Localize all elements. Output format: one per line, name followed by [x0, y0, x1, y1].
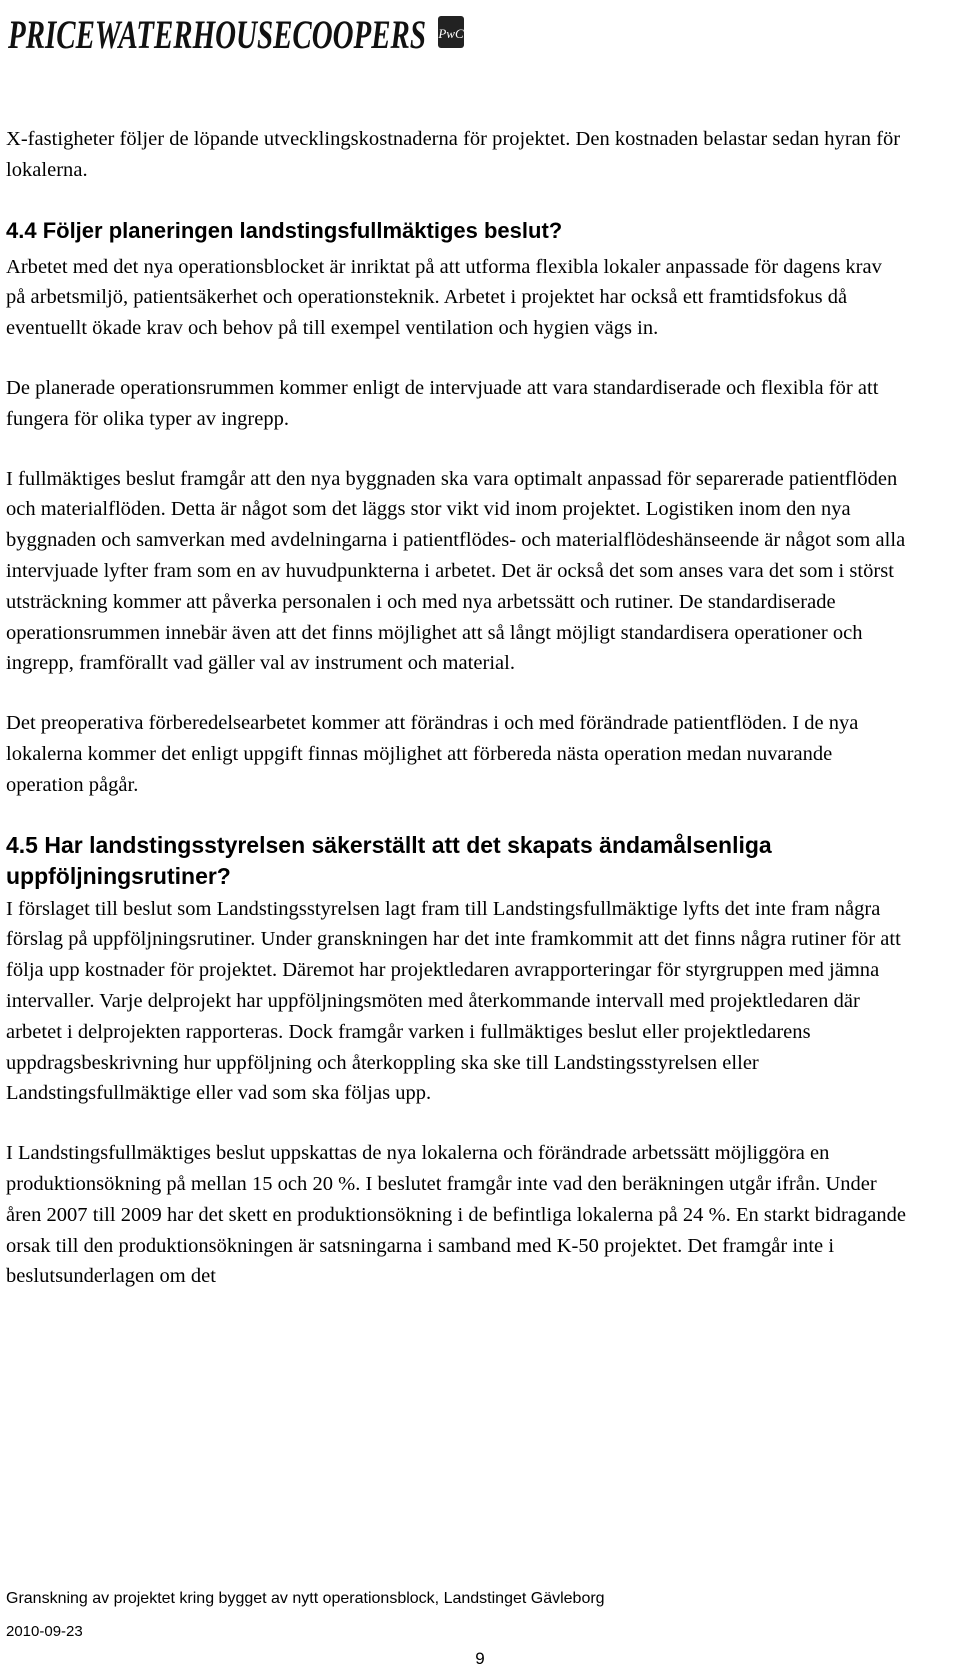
document-body [6, 124, 906, 1321]
pwc-seal-icon [437, 16, 464, 48]
paragraph-follow-up-routines: I förslaget till beslut som Landstingsstyrelsen lagt fram till Landstingsfullmäktige lyfts det inte fram några förslag på uppföljningsrutiner. Under granskningen har det inte framkommit att det finns några rutiner för att följa upp kostnader för projektet. Däremot har projektledaren avrapporteringar för styrgruppen med jämna intervaller. Varje delprojekt har uppföljningsmöten med återkommande intervall med projektledaren där arbetet i delprojekten rapporteras. Dock framgår varken i fullmäktiges beslut eller projektledarens uppdragsbeskrivning hur uppföljning och återkoppling ska ske till Landstingsstyrelsen eller Landstingsfullmäktige eller vad som ska följas upp. [6, 897, 901, 1105]
paragraph-patient-flows: I fullmäktiges beslut framgår att den nya byggnaden ska vara optimalt anpassad för separerade patientflöden och materialflöden. Detta är något som det läggs stor vikt vid inom projektet. Logistiken inom den nya byggnaden och samverkan med avdelningarna i patientflödes- och materialflödeshänseende är något som alla intervjuade lyfter fram som en av huvudpunkterna i arbetet. Det är också det som anses vara det som i störst utsträckning kommer att påverka personalen i och med nya arbetssätt och rutiner. De standardiserade operationsrummen innebär även att det finns möjlighet att så långt möjligt standardisera operationer och ingrepp, framförallt vad gäller val av instrument och material. [6, 467, 906, 675]
footer-report-title: Granskning av projektet kring bygget av nytt operationsblock, Landstinget Gävleborg [6, 1590, 605, 1607]
paragraph-flexible-premises: Arbetet med det nya operationsblocket är inriktat på att utforma flexibla lokaler anpassade för dagens krav på arbetsmiljö, patientsäkerhet och operationsteknik. Arbetet i projektet har också ett framtidsfokus då eventuellt ökade krav och behov på till exempel ventilation och hygien vägs in. [6, 255, 882, 340]
heading-4-4: 4.4 Följer planeringen landstingsfullmäktiges beslut? [6, 217, 563, 243]
svg-text:PwC: PwC [438, 26, 464, 41]
footer-date: 2010-09-23 [6, 1623, 83, 1640]
page-number: 9 [475, 1649, 485, 1668]
heading-4-5: 4.5 Har landstingsstyrelsen säkerställt att det skapats ändamålsenliga uppföljningsrutiner? [6, 831, 772, 889]
paragraph-development-costs: X-fastigheter följer de löpande utvecklingskostnaderna för projektet. Den kostnaden belastar sedan hyran för lokalerna. [6, 128, 901, 181]
svg-text:PRICEWATERHOUSECOOPERS: PRICEWATERHOUSECOOPERS [7, 12, 426, 57]
paragraph-production-increase: I Landstingsfullmäktiges beslut uppskattas de nya lokalerna och förändrade arbetssätt möjliggöra en produktionsökning på mellan 15 och 20 %. I beslutet framgår inte vad den beräkningen utgår ifrån. Under åren 2007 till 2009 har det skett en produktionsökning i de befintliga lokalerna på 24 %. En starkt bidragande orsak till den produktionsökningen är satsningarna i samband med K-50 projektet. Det framgår inte i beslutsunderlagen om det [6, 1142, 906, 1288]
pricewaterhousecoopers-logo [6, 2, 476, 66]
paragraph-operating-rooms: De planerade operationsrummen kommer enligt de intervjuade att vara standardiserade och flexibla för att fungera för olika typer av ingrepp. [6, 376, 879, 430]
paragraph-preoperative-work: Det preoperativa förberedelsearbetet kommer att förändras i och med förändrade patientflöden. I de nya lokalerna kommer det enligt uppgift finnas möjlighet att förbereda nästa operation medan nuvarande operation pågår. [6, 712, 859, 796]
